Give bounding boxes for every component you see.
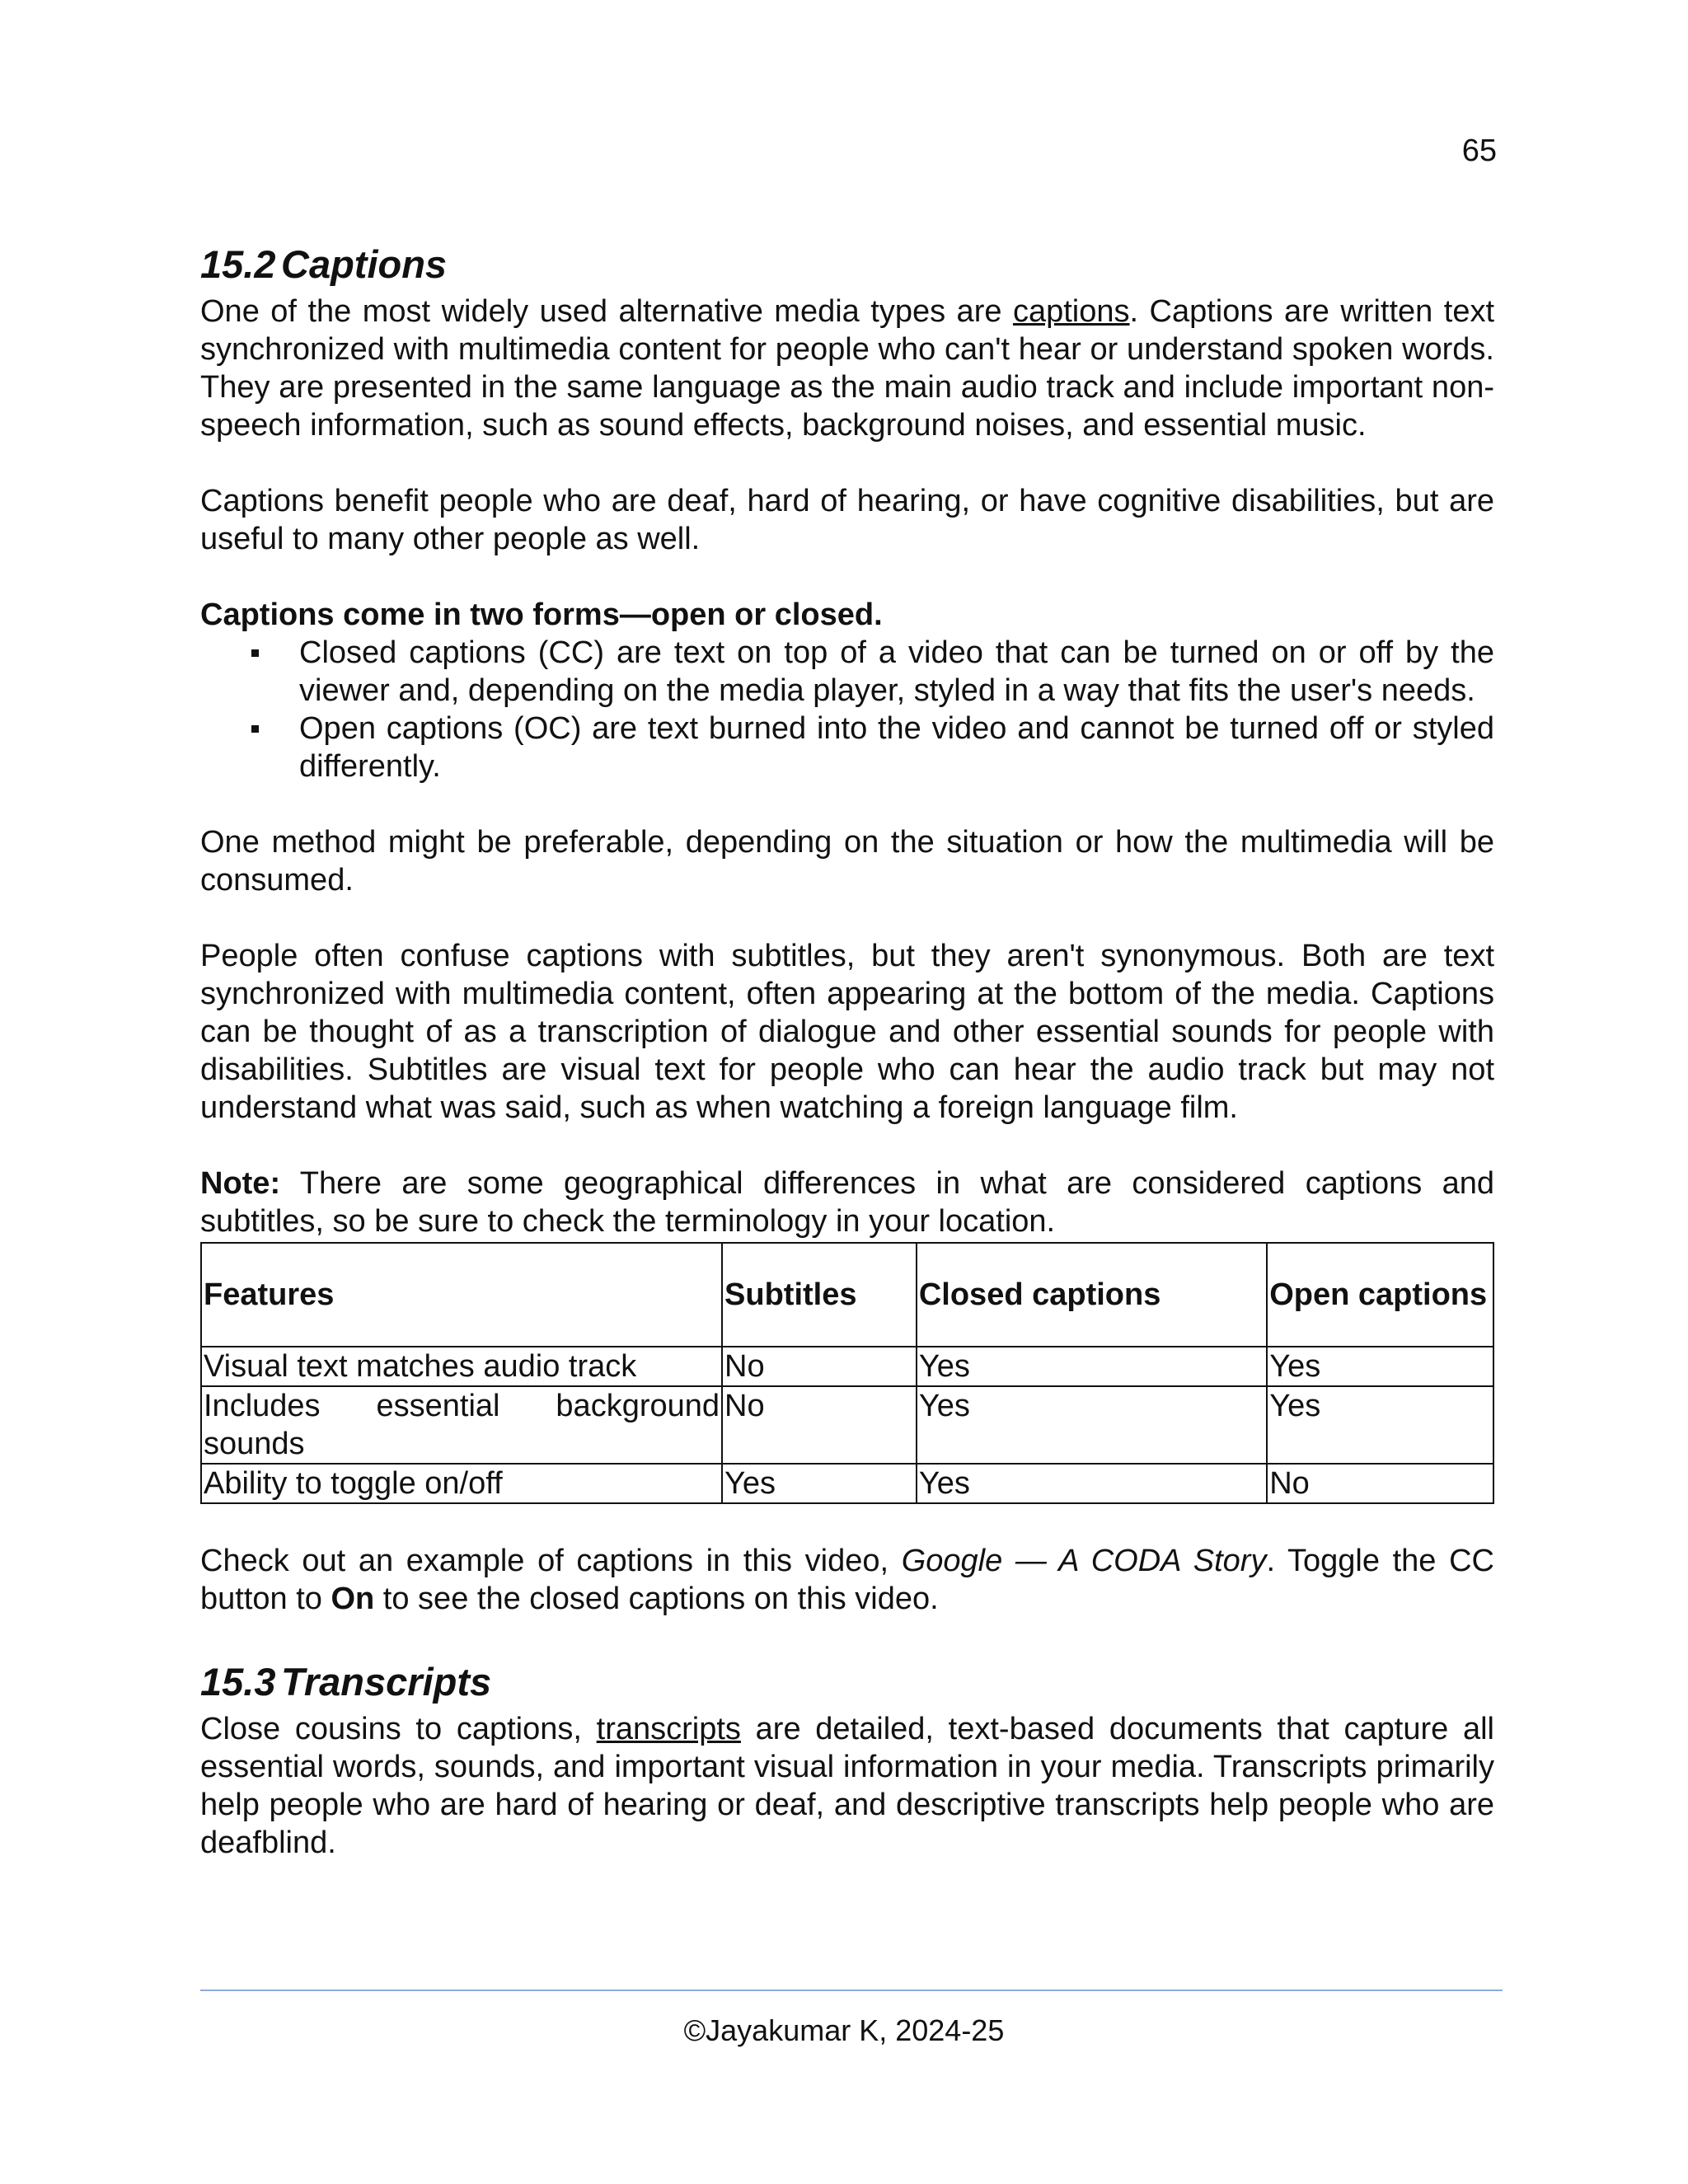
table-header-cell: Open captions (1267, 1243, 1493, 1347)
text-run: . Toggle the CC button to (200, 1544, 1494, 1616)
text-run: are detailed, text-based documents that capture all essential words, sounds, and important visual information in your media. Transcripts primarily help people who are hard of hearing or deaf, and descriptive transcripts help people who are deafblind. (200, 1712, 1495, 1860)
table-cell: Ability to toggle on/off (201, 1464, 722, 1503)
table-row (201, 1347, 1493, 1386)
table-cell: No (722, 1386, 917, 1464)
text-run: Close cousins to captions, (200, 1712, 597, 1746)
video-title: Google — A CODA Story (901, 1544, 1267, 1578)
table-cell: Yes (722, 1464, 917, 1503)
table-cell: No (722, 1347, 917, 1386)
text-run: to see the closed captions on this video. (374, 1582, 939, 1616)
section-heading-captions (200, 241, 1494, 288)
method-paragraph: One method might be preferable, depending on the situation or how the multimedia will be consumed. (200, 825, 1494, 898)
footer-copyright: ©Jayakumar K, 2024-25 (683, 2013, 1005, 2047)
table-cell: Yes (917, 1347, 1267, 1386)
text-run: One of the most widely used alternative media types are (200, 294, 1013, 329)
note-paragraph (200, 1165, 1494, 1240)
example-paragraph (200, 1542, 1494, 1618)
table-header-row (201, 1243, 1493, 1347)
footer-divider (200, 1990, 1503, 1991)
captions-link[interactable]: captions (1012, 294, 1130, 329)
page-number: 65 (1461, 134, 1497, 168)
table-cell: Yes (917, 1464, 1267, 1503)
table-row (201, 1464, 1493, 1503)
captions-intro-paragraph (200, 293, 1494, 444)
section-heading-transcripts (200, 1659, 1494, 1705)
list-item-open-captions: Open captions (OC) are text burned into the video and cannot be turned off or styled differently. (200, 710, 1494, 785)
table-cell: No (1267, 1464, 1493, 1503)
table-cell: Yes (917, 1386, 1267, 1464)
note-text: There are some geographical differences in what are considered captions and subtitles, so be sure to check the terminology in your location. (200, 1166, 1494, 1239)
table-cell: Yes (1267, 1386, 1493, 1464)
section-number: 15.2 (200, 242, 276, 286)
forms-heading (200, 596, 1494, 634)
table-cell: Includes essential background sounds (201, 1386, 722, 1464)
caption-forms-list (200, 634, 1494, 785)
section-title: Transcripts (281, 1660, 492, 1704)
section-number: 15.3 (200, 1660, 276, 1704)
captions-benefit-paragraph: Captions benefit people who are deaf, hard of hearing, or have cognitive disabilities, but are useful to many other people as well. (200, 484, 1494, 556)
text-run: Check out an example of captions in this video, (200, 1544, 902, 1578)
page-content (200, 241, 1494, 1862)
table-header-cell: Features (201, 1243, 722, 1347)
features-comparison-table (200, 1242, 1494, 1504)
section-title: Captions (281, 242, 448, 286)
forms-heading-text: Captions come in two forms—open or closed. (200, 598, 883, 632)
table-row (201, 1386, 1493, 1464)
text-run: . Captions are written text synchronized with multimedia content for people who can't hear or understand spoken words. They are presented in the same language as the main audio track and include important non-speech information, such as sound effects, background noises, and essential music. (200, 294, 1495, 443)
table-header-cell: Closed captions (917, 1243, 1267, 1347)
transcripts-link[interactable]: transcripts (596, 1712, 741, 1746)
table-header-cell: Subtitles (722, 1243, 917, 1347)
note-label: Note: (200, 1166, 281, 1201)
transcripts-paragraph (200, 1710, 1494, 1862)
table-cell: Yes (1267, 1347, 1493, 1386)
subtitles-paragraph: People often confuse captions with subtitles, but they aren't synonymous. Both are text synchronized with multimedia content, often appearing at the bottom of the media. Captions can be thought of as a transcription of dialogue and other essential sounds for people with disabilities. Subtitles are visual text for people who can hear the audio track but may not understand what was said, such as when watching a foreign language film. (200, 939, 1494, 1125)
table-cell: Visual text matches audio track (201, 1347, 722, 1386)
list-item-closed-captions: Closed captions (CC) are text on top of a video that can be turned on or off by the viewer and, depending on the media player, styled in a way that fits the user's needs. (200, 634, 1494, 710)
on-label: On (331, 1582, 375, 1616)
